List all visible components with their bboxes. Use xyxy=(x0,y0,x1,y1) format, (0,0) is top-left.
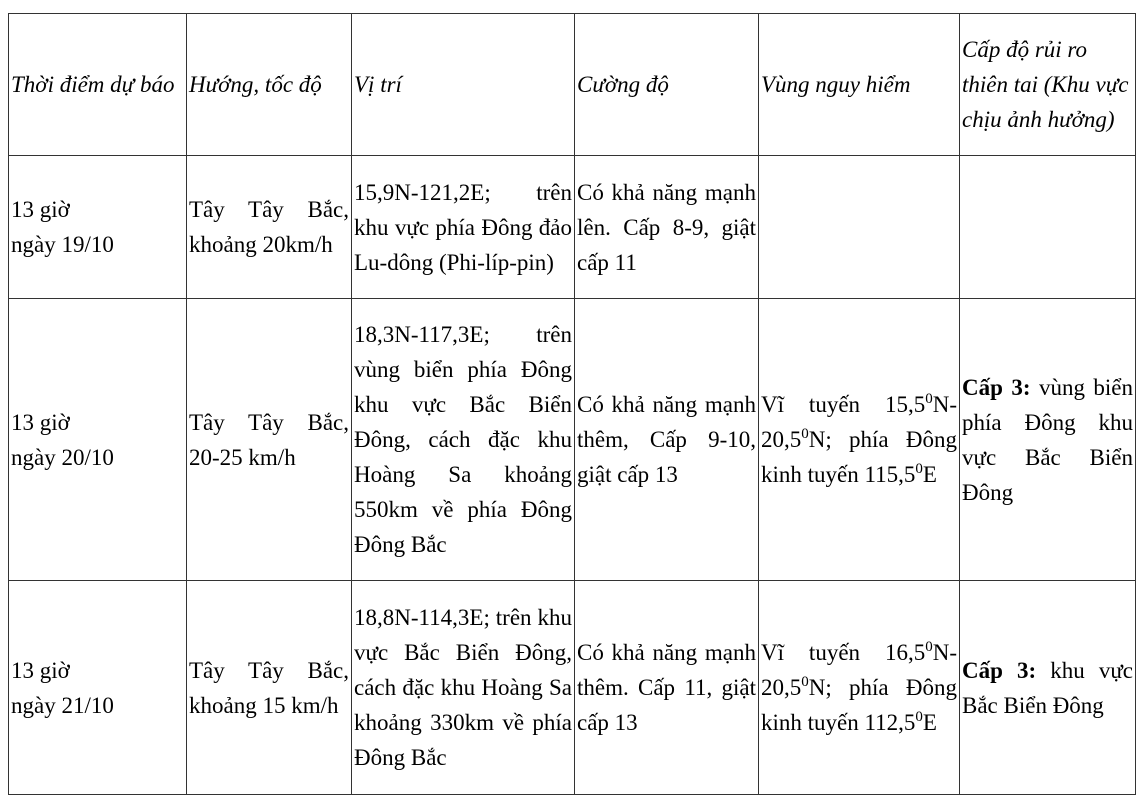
danger-separator: N- xyxy=(932,640,957,665)
danger-prefix: Vĩ tuyến xyxy=(761,392,885,417)
header-intensity: Cường độ xyxy=(575,14,759,156)
cell-intensity: Có khả năng mạnh thêm, Cấp 9-10, giật cấp 13 xyxy=(575,299,759,581)
table-row xyxy=(9,581,1136,795)
danger-separator: N- xyxy=(932,392,957,417)
degree-symbol: 0 xyxy=(915,709,923,725)
danger-suffix: E xyxy=(922,462,937,487)
cell-direction-speed: Tây Tây Bắc, 20-25 km/h xyxy=(187,299,352,581)
risk-area-text: vùng biển phía Đông khu vực Bắc Biển Đông xyxy=(962,374,1133,505)
forecast-time-text: 13 giờ ngày 21/10 xyxy=(11,657,114,718)
degree-symbol: 0 xyxy=(925,391,933,407)
latitude-start: 16,5 xyxy=(884,640,926,665)
danger-prefix: Vĩ tuyến xyxy=(761,640,885,665)
degree-symbol: 0 xyxy=(801,426,809,442)
cell-forecast-time xyxy=(9,581,187,795)
header-risk-level: Cấp độ rủi ro thiên tai (Khu vực chịu ảnh hưởng) xyxy=(960,14,1136,156)
longitude: 115,5 xyxy=(864,462,916,487)
risk-level-label: Cấp 3: xyxy=(962,374,1031,400)
latitude-start: 15,5 xyxy=(884,392,926,417)
forecast-time-text: 13 giờ ngày 20/10 xyxy=(11,409,114,470)
degree-symbol: 0 xyxy=(915,461,923,477)
degree-symbol: 0 xyxy=(925,639,933,655)
cell-position: 18,3N-117,3E; trên vùng biển phía Đông khu vực Bắc Biển Đông, cách đặc khu Hoàng Sa khoảng 550km về phía Đông Đông Bắc xyxy=(352,299,575,581)
cell-position: 15,9N-121,2E; trên khu vực phía Đông đảo Lu-dông (Phi-líp-pin) xyxy=(352,156,575,299)
table-row xyxy=(9,299,1136,581)
risk-level-label: Cấp 3: xyxy=(962,657,1037,683)
cell-risk-level xyxy=(960,299,1136,581)
table-header-row xyxy=(9,14,1136,156)
header-forecast-time: Thời điểm dự báo xyxy=(9,14,187,156)
longitude: 112,5 xyxy=(864,710,916,735)
risk-area-text: khu vực Bắc Biển Đông xyxy=(962,657,1133,718)
cell-position: 18,8N-114,3E; trên khu vực Bắc Biển Đông, cách đặc khu Hoàng Sa khoảng 330km về phía Đông Bắc xyxy=(352,581,575,795)
header-position: Vị trí xyxy=(352,14,575,156)
cell-risk-level xyxy=(960,581,1136,795)
cell-direction-speed: Tây Tây Bắc, khoảng 20km/h xyxy=(187,156,352,299)
cell-danger-zone xyxy=(759,581,960,795)
cell-intensity: Có khả năng mạnh lên. Cấp 8-9, giật cấp 11 xyxy=(575,156,759,299)
latitude-end: 20,5 xyxy=(761,675,802,700)
danger-suffix: E xyxy=(922,710,937,735)
header-danger-zone: Vùng nguy hiểm xyxy=(759,14,960,156)
cell-direction-speed: Tây Tây Bắc, khoảng 15 km/h xyxy=(187,581,352,795)
header-direction-speed: Hướng, tốc độ xyxy=(187,14,352,156)
cell-intensity: Có khả năng mạnh thêm. Cấp 11, giật cấp 13 xyxy=(575,581,759,795)
cell-forecast-time xyxy=(9,299,187,581)
forecast-time-text: 13 giờ ngày 19/10 xyxy=(11,197,114,257)
danger-longitude-text: N; phía Đông kinh tuyến xyxy=(761,427,957,487)
degree-symbol: 0 xyxy=(801,674,809,690)
storm-forecast-table xyxy=(8,13,1136,795)
cell-danger-zone xyxy=(759,299,960,581)
latitude-end: 20,5 xyxy=(761,427,802,452)
cell-forecast-time xyxy=(9,156,187,299)
cell-risk-level xyxy=(960,156,1136,299)
danger-longitude-text: N; phía Đông kinh tuyến xyxy=(761,675,957,735)
cell-danger-zone xyxy=(759,156,960,299)
table-row xyxy=(9,156,1136,299)
